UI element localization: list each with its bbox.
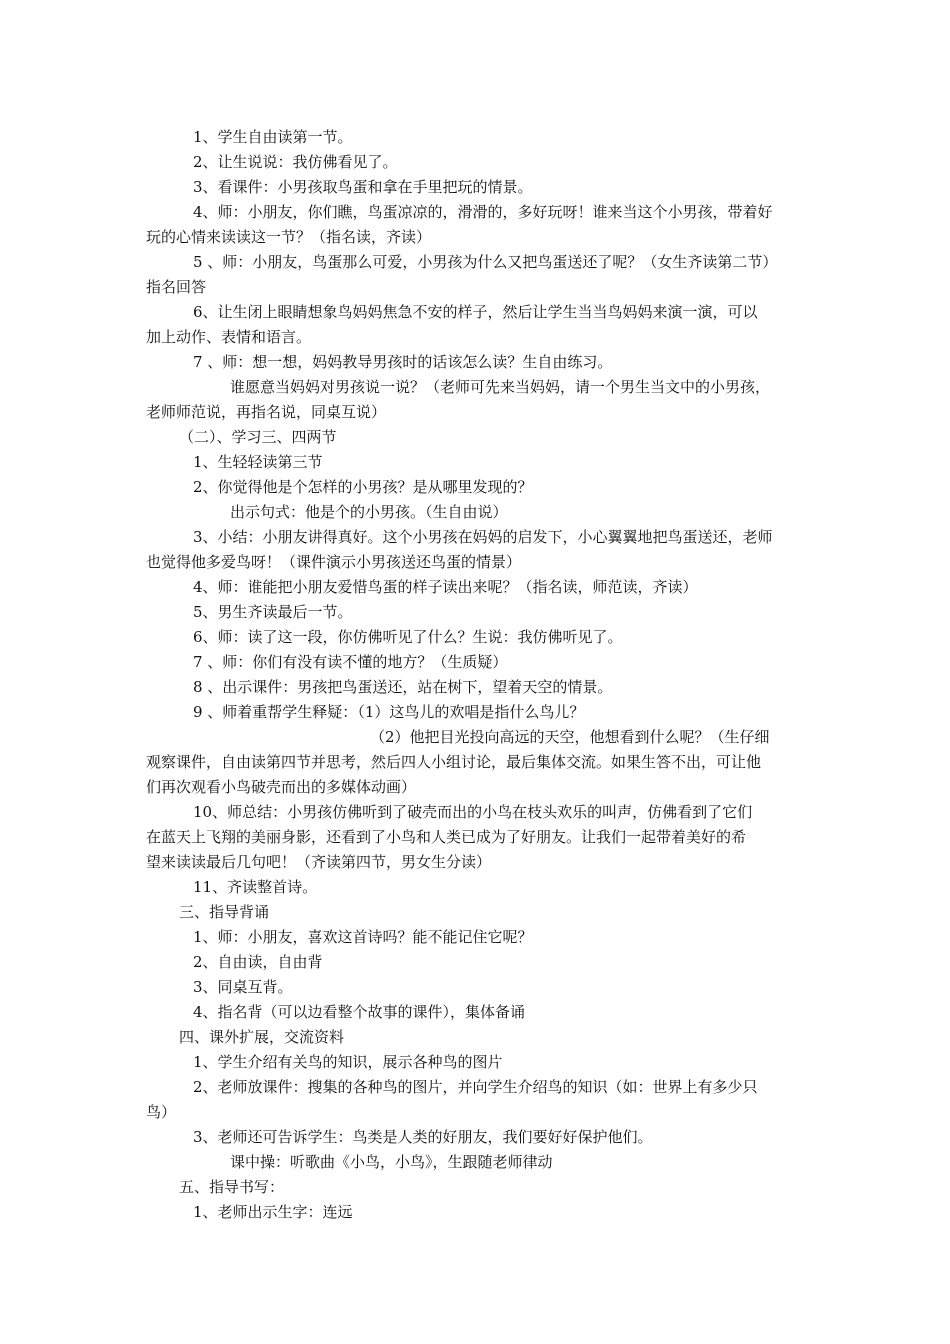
text-line: 1、学生自由读第一节。: [193, 128, 353, 146]
text-line: 1、学生介绍有关鸟的知识，展示各种鸟的图片: [193, 1053, 503, 1071]
text-line: 1、生轻轻读第三节: [193, 453, 323, 471]
text-line: 也觉得他多爱鸟呀！（课件演示小男孩送还鸟蛋的情景）: [146, 553, 522, 571]
text-line: 5 、师：小朋友，鸟蛋那么可爱，小男孩为什么又把鸟蛋送还了呢？（女生齐读第二节）: [193, 253, 778, 271]
text-line: 2、让生说说：我仿佛看见了。: [193, 153, 398, 171]
text-line: 10、师总结：小男孩仿佛听到了破壳而出的小鸟在枝头欢乐的叫声，仿佛看到了它们: [193, 803, 753, 821]
text-line: 8 、出示课件：男孩把鸟蛋送还，站在树下，望着天空的情景。: [193, 678, 613, 696]
text-line: 9 、师着重帮学生释疑：（1）这鸟儿的欢唱是指什么鸟儿？: [193, 703, 585, 721]
text-line: 2、自由读，自由背: [193, 953, 323, 971]
text-line: 4、指名背（可以边看整个故事的课件），集体备诵: [193, 1003, 526, 1021]
text-line: 4、师：谁能把小朋友爱惜鸟蛋的样子读出来呢？（指名读，师范读，齐读）: [193, 578, 698, 596]
text-line: 谁愿意当妈妈对男孩说一说？（老师可先来当妈妈，请一个男生当文中的小男孩，: [230, 378, 771, 396]
text-line: 课中操：听歌曲《小鸟，小鸟》，生跟随老师律动: [230, 1153, 553, 1171]
text-line: 指名回答: [146, 278, 207, 296]
text-line: 11、齐读整首诗。: [193, 878, 318, 896]
text-line: 4、师：小朋友，你们瞧，鸟蛋凉凉的，滑滑的，多好玩呀！谁来当这个小男孩，带着好: [193, 203, 773, 221]
text-line: 观察课件，自由读第四节并思考，然后四人小组讨论，最后集体交流。如果生答不出，可让他: [146, 753, 762, 771]
text-line: 1、老师出示生字：连远: [193, 1203, 353, 1221]
text-line: 3、同桌互背。: [193, 978, 293, 996]
text-line: 1、师：小朋友，喜欢这首诗吗？能不能记住它呢？: [193, 928, 533, 946]
section-heading: （二）、学习三、四两节: [179, 428, 337, 446]
text-line: 6、让生闭上眼睛想象鸟妈妈焦急不安的样子，然后让学生当当鸟妈妈来演一演，可以: [193, 303, 758, 321]
text-line: 7 、师：你们有没有读不懂的地方？（生质疑）: [193, 653, 508, 671]
text-line: 们再次观看小鸟破壳而出的多媒体动画）: [146, 778, 417, 796]
text-line: 5、男生齐读最后一节。: [193, 603, 353, 621]
text-line: （2）他把目光投向高远的天空，他想看到什么呢？（生仔细: [370, 728, 770, 746]
section-heading: 三、指导背诵: [179, 903, 270, 921]
text-line: 2、你觉得他是个怎样的小男孩？是从哪里发现的？: [193, 478, 533, 496]
text-line: 加上动作、表情和语言。: [146, 328, 312, 346]
text-line: 老师师范说，再指名说，同桌互说）: [146, 403, 387, 421]
text-line: 6、师：读了这一段，你仿佛听见了什么？生说：我仿佛听见了。: [193, 628, 623, 646]
text-line: 在蓝天上飞翔的美丽身影，还看到了小鸟和人类已成为了好朋友。让我们一起带着美好的希: [146, 828, 747, 846]
text-line: 出示句式：他是个的小男孩。（生自由说）: [230, 503, 508, 521]
text-line: 望来读读最后几句吧！（齐读第四节，男女生分读）: [146, 853, 492, 871]
text-line: 3、小结：小朋友讲得真好。这个小男孩在妈妈的启发下，小心翼翼地把鸟蛋送还，老师: [193, 528, 773, 546]
text-line: 3、看课件：小男孩取鸟蛋和拿在手里把玩的情景。: [193, 178, 533, 196]
text-line: 鸟）: [146, 1103, 177, 1121]
section-heading: 五、指导书写：: [179, 1178, 285, 1196]
text-line: 3、老师还可告诉学生：鸟类是人类的好朋友，我们要好好保护他们。: [193, 1128, 653, 1146]
text-line: 7 、师：想一想，妈妈教导男孩时的话该怎么读？生自由练习。: [193, 353, 613, 371]
section-heading: 四、课外扩展，交流资料: [179, 1028, 345, 1046]
text-line: 玩的心情来读读这一节？（指名读，齐读）: [146, 228, 432, 246]
text-line: 2、老师放课件：搜集的各种鸟的图片，并向学生介绍鸟的知识（如：世界上有多少只: [193, 1078, 758, 1096]
